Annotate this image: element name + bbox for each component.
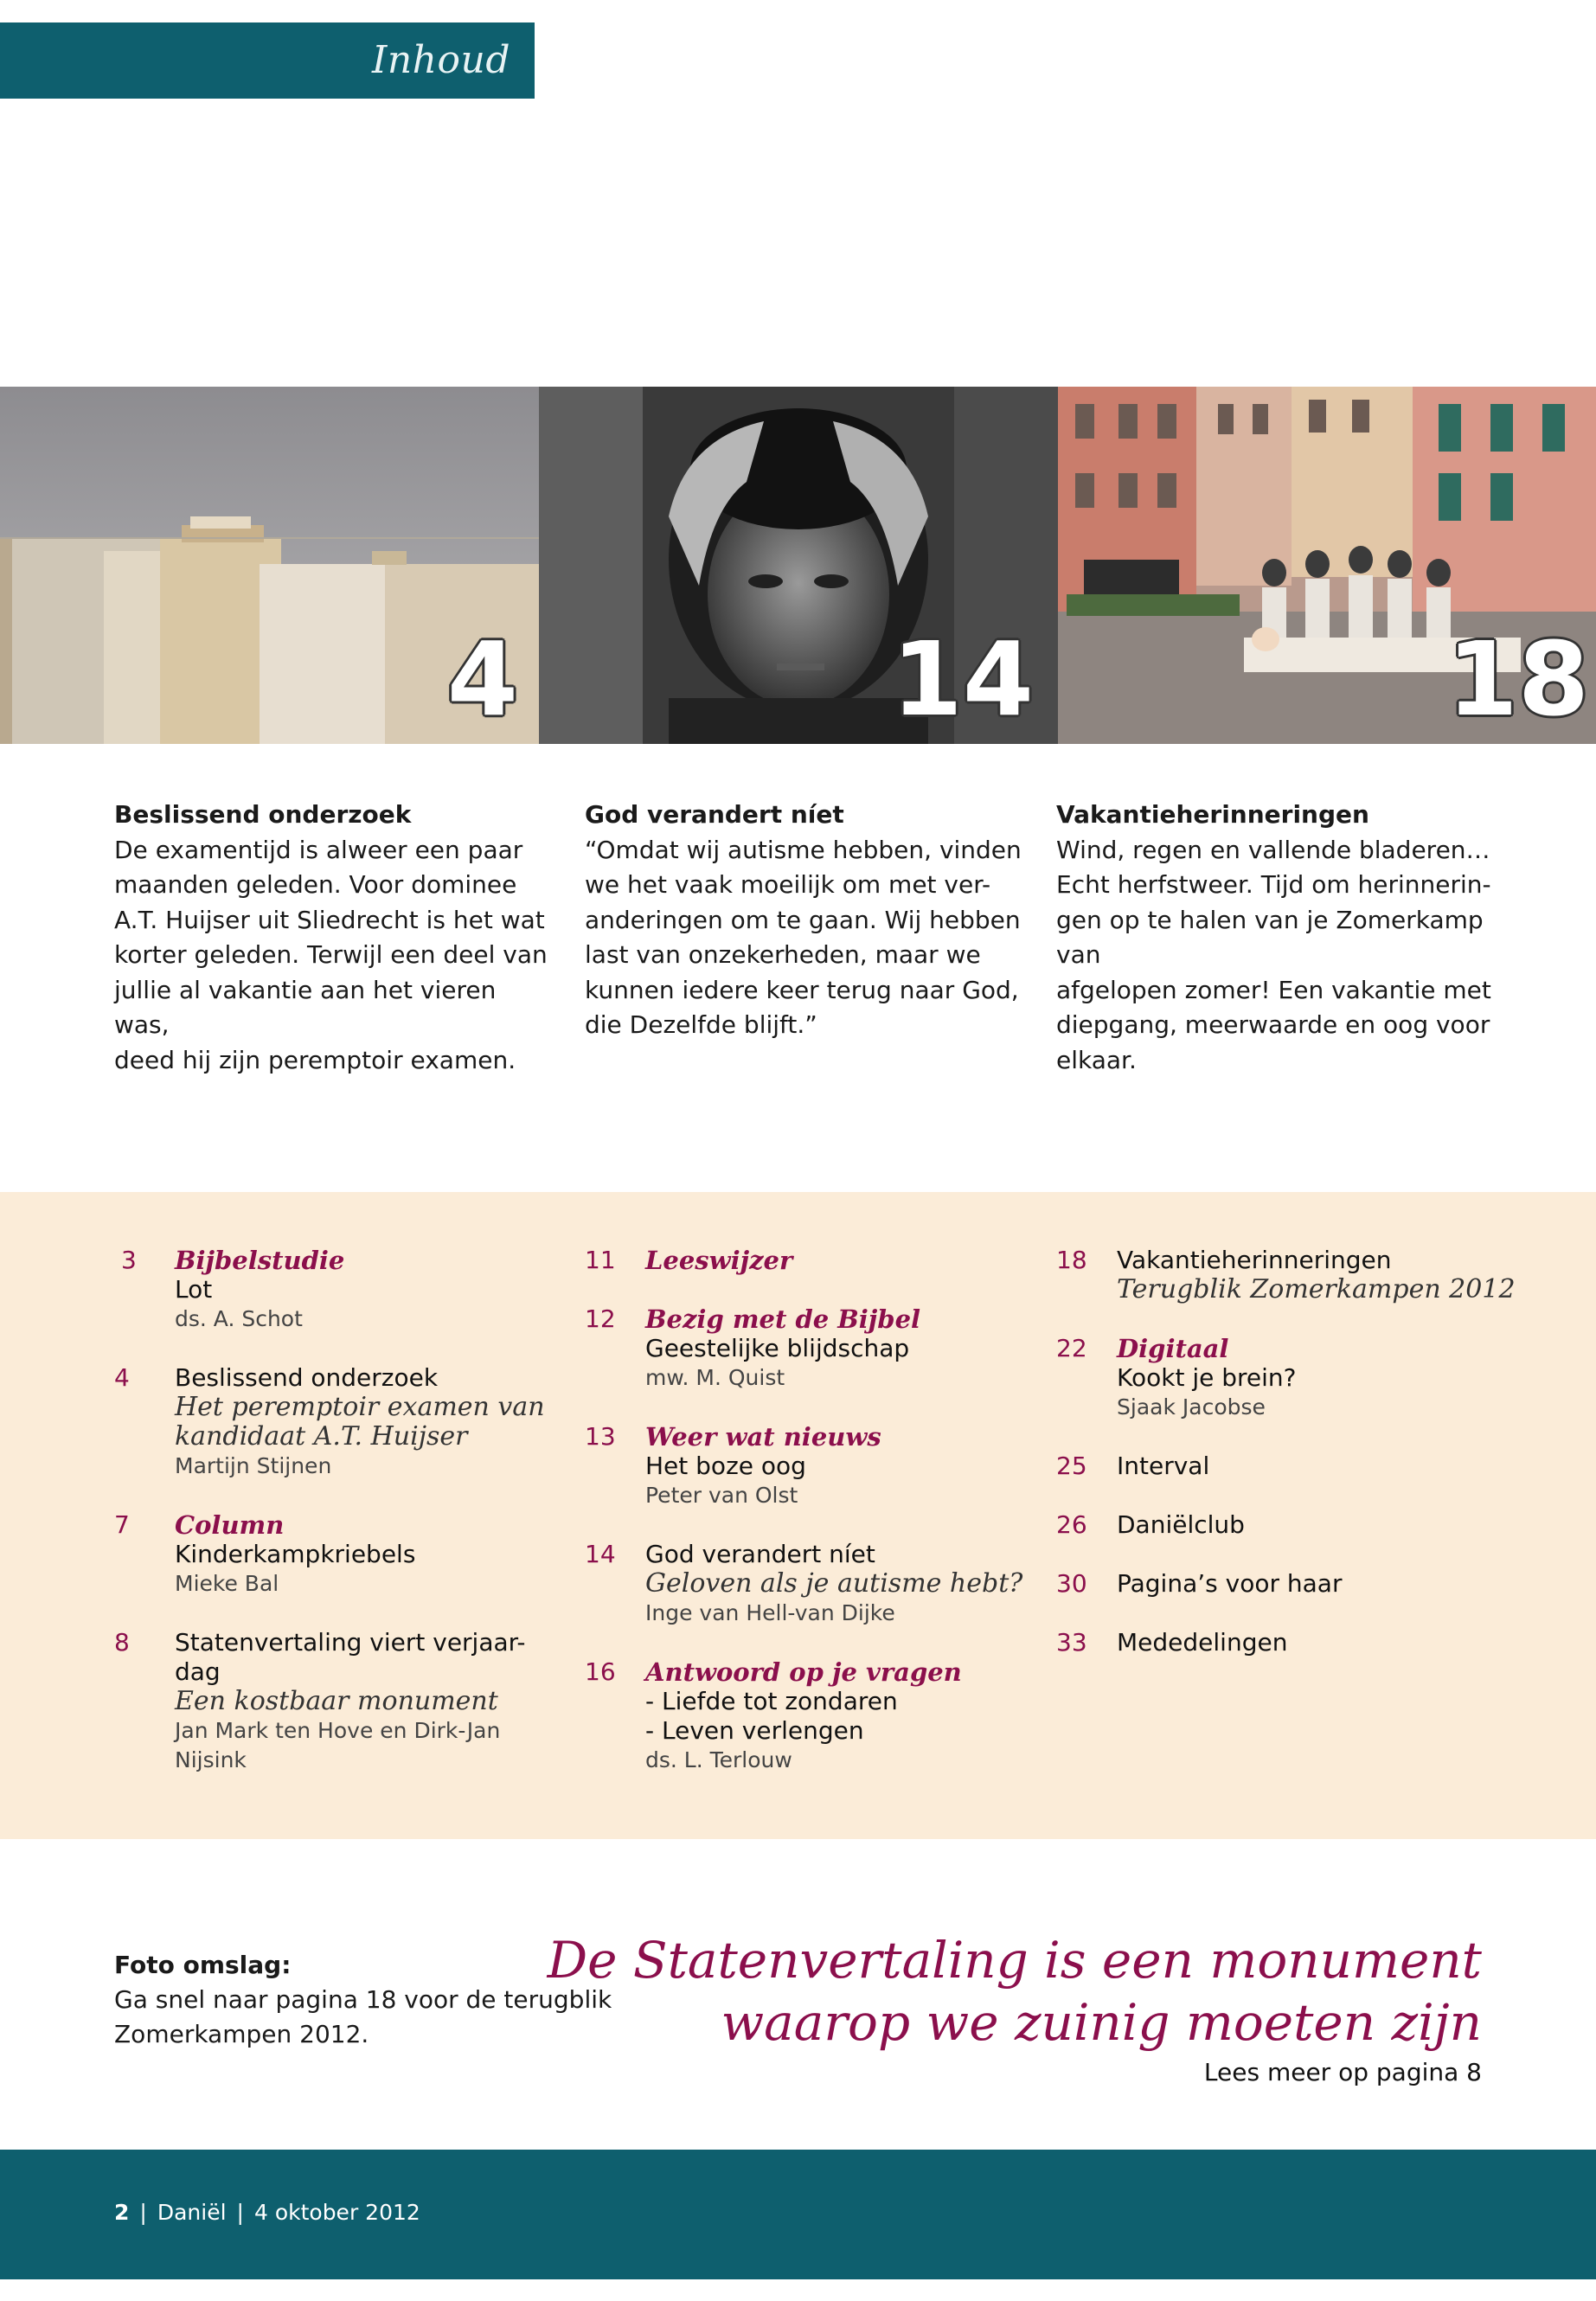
feature-line: gen op te halen van je Zomerkamp van <box>1056 905 1484 969</box>
feature-line: jullie al vakantie aan het vieren was, <box>114 975 497 1039</box>
feature-line: Wind, regen en vallende bladeren… <box>1056 835 1490 864</box>
toc-page-number: 14 <box>585 1540 616 1568</box>
toc-subtitle: Het peremptoir examen van <box>175 1392 545 1422</box>
toc-entry[interactable] <box>585 1246 1069 1275</box>
footer-text <box>114 2200 420 2225</box>
toc-entry[interactable] <box>1056 1628 1541 1657</box>
toc-page-number: 7 <box>114 1510 130 1539</box>
toc-page-number: 4 <box>114 1363 130 1392</box>
toc-title: God verandert níet <box>645 1540 875 1568</box>
photo-group[interactable] <box>1058 387 1596 744</box>
feature-line: maanden geleden. Voor dominee <box>114 870 517 899</box>
toc-category: Bezig met de Bijbel <box>645 1304 921 1334</box>
toc-title: dag <box>175 1657 221 1686</box>
toc-title: Het boze oog <box>645 1452 806 1480</box>
toc-column-1 <box>114 1246 599 1804</box>
toc-author: Peter van Olst <box>645 1483 798 1508</box>
toc-author: ds. L. Terlouw <box>645 1747 792 1772</box>
toc-entry[interactable] <box>1056 1452 1541 1481</box>
feature-photo-strip <box>0 387 1596 744</box>
photo-page-number: 18 <box>1446 619 1589 739</box>
toc-category: Column <box>175 1510 285 1540</box>
toc-title: Beslissend onderzoek <box>175 1363 439 1392</box>
feature-line: anderingen om te gaan. Wij hebben <box>585 905 1021 934</box>
toc-category: Antwoord op je vragen <box>645 1657 962 1687</box>
toc-author: Mieke Bal <box>175 1571 279 1596</box>
feature-title: Beslissend onderzoek <box>114 800 412 829</box>
section-label: Inhoud <box>371 38 510 82</box>
toc-title: - Liefde tot zondaren <box>645 1687 898 1715</box>
feature-line: last van onzekerheden, maar we <box>585 940 981 969</box>
toc-author: Inge van Hell-van Dijke <box>645 1600 895 1625</box>
toc-column-2 <box>585 1246 1069 1804</box>
toc-page-number: 13 <box>585 1422 616 1451</box>
toc-entry[interactable] <box>585 1422 1069 1510</box>
toc-title: - Leven verlengen <box>645 1716 864 1745</box>
toc-title: Daniëlclub <box>1117 1510 1245 1539</box>
cover-label: Foto omslag: <box>114 1951 292 1979</box>
footer-separator: | <box>236 2200 244 2225</box>
toc-category: Weer wat nieuws <box>645 1422 881 1452</box>
feature-line: De examentijd is alweer een paar <box>114 835 523 864</box>
footer-page-number: 2 <box>114 2200 130 2225</box>
toc-subtitle: Een kostbaar monument <box>175 1686 498 1716</box>
feature-title: Vakantieherinneringen <box>1056 800 1369 829</box>
toc-author: ds. A. Schot <box>175 1306 303 1331</box>
feature-line: Echt herfstweer. Tijd om herinnerin- <box>1056 870 1491 899</box>
toc-title: Lot <box>175 1275 213 1304</box>
toc-author: Sjaak Jacobse <box>1117 1394 1266 1420</box>
toc-page-number: 25 <box>1056 1452 1087 1480</box>
feature-summary-2[interactable] <box>585 798 1022 1043</box>
quote-line: De Statenvertaling is een monument <box>547 1931 1482 1990</box>
feature-line: elkaar. <box>1056 1045 1137 1074</box>
feature-title: God verandert níet <box>585 800 844 829</box>
toc-page-number: 3 <box>121 1246 137 1274</box>
toc-subtitle: Geloven als je autisme hebt? <box>645 1568 1023 1599</box>
toc-entry[interactable] <box>1056 1334 1541 1422</box>
toc-page-number: 26 <box>1056 1510 1087 1539</box>
toc-entry[interactable] <box>585 1657 1069 1775</box>
toc-page-number: 22 <box>1056 1334 1087 1362</box>
toc-entry[interactable] <box>1056 1569 1541 1599</box>
quote-line: waarop we zuinig moeten zijn <box>721 1993 1482 2052</box>
toc-subtitle: Terugblik Zomerkampen 2012 <box>1117 1274 1516 1304</box>
toc-entry[interactable] <box>114 1510 599 1599</box>
toc-category: Leeswijzer <box>645 1246 793 1275</box>
photo-pulpit[interactable] <box>0 387 539 744</box>
photo-page-number: 4 <box>446 619 518 739</box>
toc-subtitle: kandidaat A.T. Huijser <box>175 1421 468 1452</box>
toc-page-number: 33 <box>1056 1628 1087 1657</box>
feature-line: we het vaak moeilijk om met ver- <box>585 870 991 899</box>
feature-line: kunnen iedere keer terug naar God, <box>585 975 1019 1004</box>
feature-summary-3[interactable] <box>1056 798 1493 1078</box>
toc-entry[interactable] <box>1056 1246 1541 1304</box>
toc-entry[interactable] <box>114 1363 599 1481</box>
toc-title: Geestelijke blijdschap <box>645 1334 910 1362</box>
footer-magazine: Daniël <box>157 2200 227 2225</box>
footer-date: 4 oktober 2012 <box>253 2200 420 2225</box>
toc-author: mw. M. Quist <box>645 1365 785 1390</box>
toc-author: Martijn Stijnen <box>175 1453 332 1478</box>
toc-entry[interactable] <box>585 1540 1069 1628</box>
section-header-tab <box>0 22 535 99</box>
toc-entry[interactable] <box>114 1246 599 1334</box>
cover-line: Ga snel naar pagina 18 voor de terugblik <box>114 1985 612 2014</box>
toc-page-number: 18 <box>1056 1246 1087 1274</box>
toc-title: Interval <box>1117 1452 1210 1480</box>
photo-page-number: 14 <box>891 619 1034 739</box>
feature-line: afgelopen zomer! Een vakantie met <box>1056 975 1491 1004</box>
toc-entry[interactable] <box>114 1628 599 1775</box>
toc-page-number: 8 <box>114 1628 130 1657</box>
toc-category: Bijbelstudie <box>175 1246 345 1275</box>
cover-line: Zomerkampen 2012. <box>114 2020 369 2048</box>
toc-entry[interactable] <box>1056 1510 1541 1540</box>
feature-line: die Dezelfde blijft.” <box>585 1010 817 1039</box>
feature-line: A.T. Huijser uit Sliedrecht is het wat <box>114 905 545 934</box>
toc-page-number: 12 <box>585 1304 616 1333</box>
page-footer <box>0 2150 1596 2279</box>
photo-person[interactable] <box>539 387 1058 744</box>
toc-column-3 <box>1056 1246 1541 1687</box>
feature-line: deed hij zijn peremptoir examen. <box>114 1045 516 1074</box>
toc-title: Mededelingen <box>1117 1628 1288 1657</box>
feature-summary-1[interactable] <box>114 798 551 1078</box>
toc-author: Jan Mark ten Hove en Dirk-Jan <box>175 1718 501 1743</box>
toc-entry[interactable] <box>585 1304 1069 1393</box>
toc-title: Pagina’s voor haar <box>1117 1569 1343 1598</box>
toc-title: Vakantieherinneringen <box>1117 1246 1392 1274</box>
pull-quote[interactable] <box>530 1929 1482 2092</box>
feature-line: diepgang, meerwaarde en oog voor <box>1056 1010 1490 1039</box>
toc-page-number: 30 <box>1056 1569 1087 1598</box>
toc-category: Digitaal <box>1117 1334 1229 1363</box>
toc-title: Kookt je brein? <box>1117 1363 1297 1392</box>
read-more-link[interactable]: Lees meer op pagina 8 <box>1203 2058 1482 2086</box>
feature-line: korter geleden. Terwijl een deel van <box>114 940 548 969</box>
table-of-contents <box>0 1192 1596 1839</box>
toc-title: Kinderkampkriebels <box>175 1540 416 1568</box>
footer-separator: | <box>139 2200 147 2225</box>
toc-page-number: 11 <box>585 1246 616 1274</box>
toc-title: Statenvertaling viert verjaar- <box>175 1628 526 1657</box>
toc-page-number: 16 <box>585 1657 616 1686</box>
feature-line: “Omdat wij autisme hebben, vinden <box>585 835 1022 864</box>
toc-author: Nijsink <box>175 1747 247 1772</box>
